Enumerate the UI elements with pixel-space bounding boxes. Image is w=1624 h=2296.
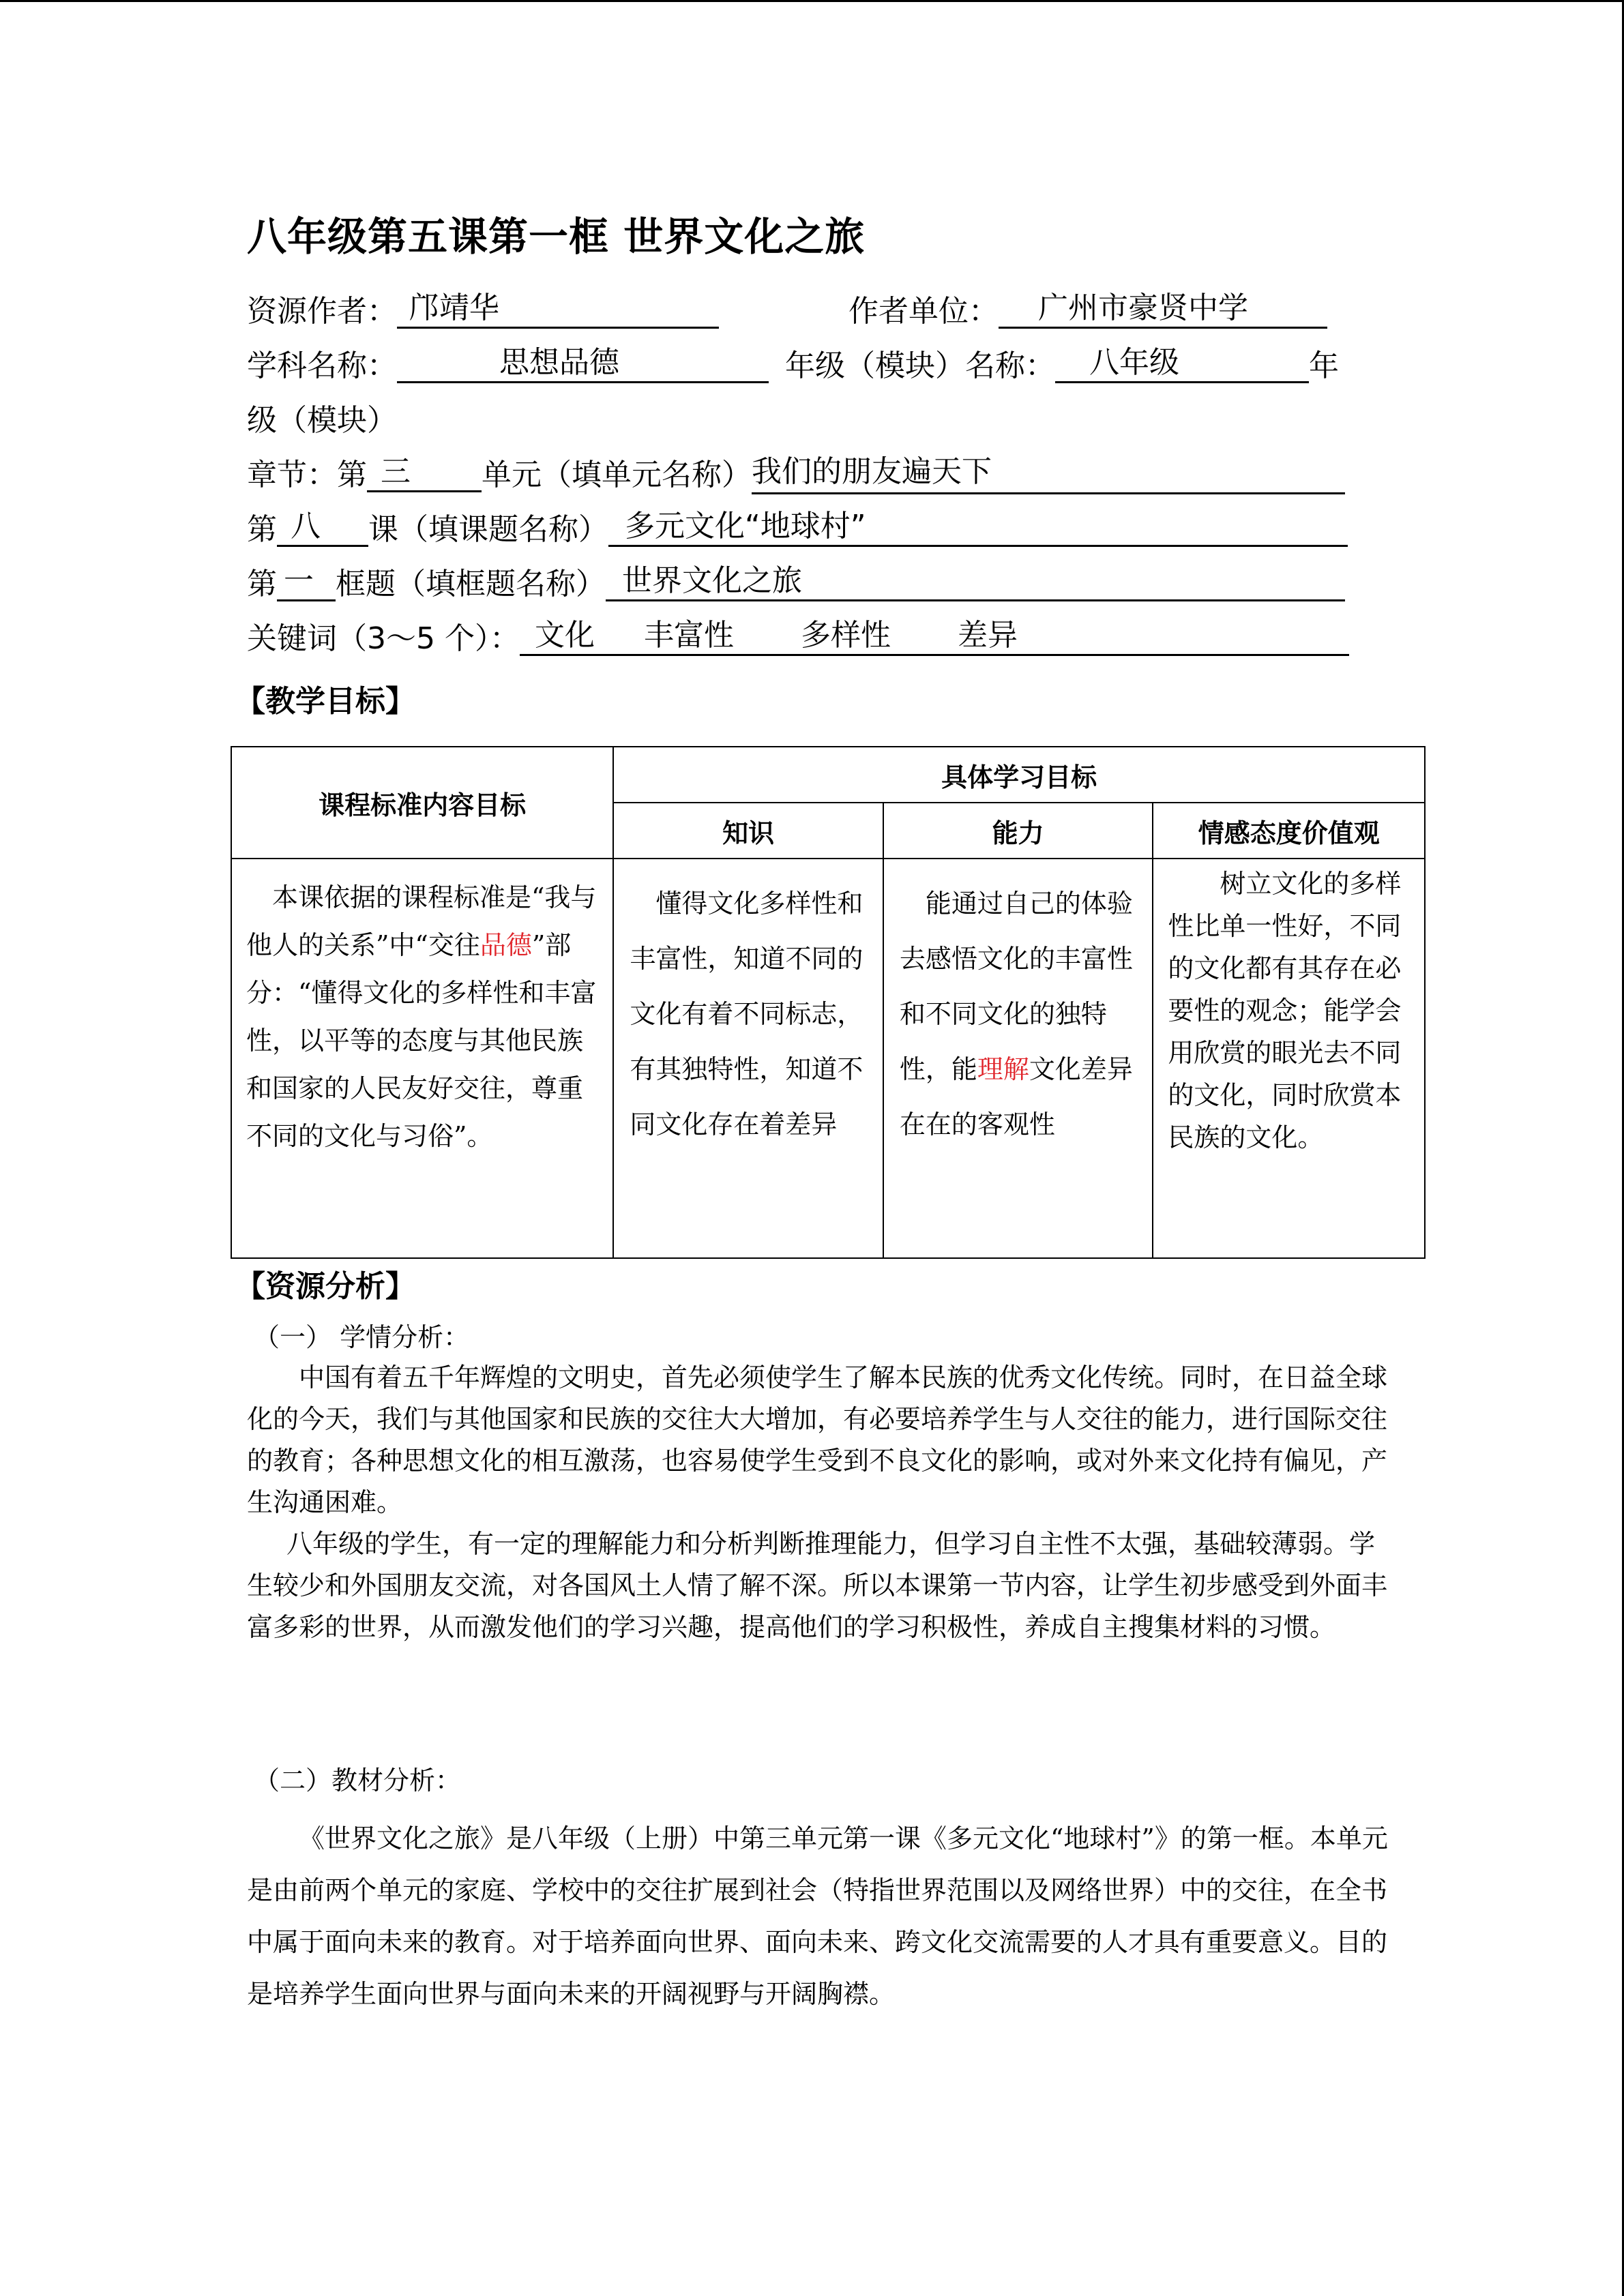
frame-line (247, 561, 1379, 608)
keyword: 文化 (534, 618, 595, 653)
subject-value: 思想品德 (397, 342, 769, 383)
keywords-value (520, 615, 1349, 656)
unit-value: 广州市豪贤中学 (999, 288, 1327, 329)
lesson-prefix: 第 (247, 512, 277, 547)
lesson-mid: 课（填课题名称） (368, 512, 608, 547)
grade-value: 八年级 (1055, 342, 1309, 383)
lesson-line (247, 506, 1379, 554)
student-analysis-heading: （一） 学情分析： (254, 1322, 470, 1352)
chapter-mid: 单元（填单元名称） (482, 458, 752, 492)
cell-standard (231, 859, 613, 1258)
frame-value: 世界文化之旅 (606, 561, 1345, 601)
keyword: 丰富性 (643, 618, 734, 653)
grade-line2: 级（模块） (247, 403, 397, 438)
frame-number: 一 (277, 561, 336, 601)
cell-ability (883, 859, 1153, 1258)
standard-text-highlight: 品德 (479, 930, 532, 960)
ability-text-b: 文化差异在在的客观性 (899, 1054, 1133, 1139)
frame-prefix: 第 (247, 567, 277, 601)
lesson-number: 八 (277, 506, 368, 547)
cell-attitude (1153, 859, 1425, 1258)
author-line (247, 288, 1379, 336)
chapter-value: 我们的朋友遍天下 (752, 451, 1345, 494)
attitude-text: 树立文化的多样性比单一性好，不同的文化都有其存在必要性的观念；能学会用欣赏的眼光去不同的文化，同时欣赏本民族的文化。 (1168, 869, 1402, 1152)
material-paragraph: 《世界文化之旅》是八年级（上册）中第三单元第一课《多元文化“地球村”》的第一框。本单元是由前两个单元的家庭、学校中的交往扩展到社会（特指世界范围以及网络世界）中的交往，在全书中属于面向未来的教育。对于培养面向世界、面向未来、跨文化交流需要的人才具有重要意义。目的是培养学生面向世界与面向未来的开阔视野与开阔胸襟。 (247, 1823, 1388, 2009)
chapter-line (247, 451, 1379, 499)
author-value: 邝靖华 (397, 288, 719, 329)
standard-text-b: ”部分：“懂得文化的多样性和丰富性，以平等的态度与其他民族和国家的人民友好交往，尊重不同的文化与习俗”。 (246, 930, 597, 1151)
goals-table (231, 746, 1426, 1259)
lesson-value: 多元文化“地球村” (608, 506, 1348, 547)
page-title: 八年级第五课第一框 世界文化之旅 (247, 213, 866, 260)
keywords-label: 关键词（3～5 个）： (247, 621, 520, 656)
standard-text-a: 本课依据的课程标准是“我与他人的关系”中“交往 (246, 882, 597, 960)
keyword: 多样性 (800, 618, 891, 653)
keyword: 差异 (957, 618, 1018, 653)
ability-text-a: 能通过自己的体验去感悟文化的丰富性和不同文化的独特性，能 (899, 889, 1133, 1084)
unit-label: 作者单位： (848, 294, 999, 329)
grade-label: 年级（模块）名称： (785, 348, 1055, 383)
header-standard: 课程标准内容目标 (231, 747, 613, 859)
grade-suffix: 年 (1309, 348, 1339, 383)
standard-text (233, 860, 612, 1174)
subject-label: 学科名称： (247, 348, 397, 383)
knowledge-text: 懂得文化多样性和丰富性，知道不同的文化有着不同标志，有其独特性，知道不同文化存在着差异 (630, 889, 863, 1139)
header-ability: 能力 (883, 803, 1153, 859)
page-border-top (0, 0, 1624, 2)
chapter-number: 三 (367, 451, 482, 492)
ability-text (885, 860, 1152, 1167)
ability-text-highlight: 理解 (977, 1054, 1029, 1084)
student-paragraph-2: 八年级的学生，有一定的理解能力和分析判断推理能力，但学习自主性不太强，基础较薄弱。学生较少和外国朋友交流，对各国风土人情了解不深。所以本课第一节内容，让学生初步感受到外面丰富多彩的世界，从而激发他们的学习兴趣，提高他们的学习积极性，养成自主搜集材料的习惯。 (247, 1529, 1388, 1642)
author-label: 资源作者： (247, 294, 397, 329)
cell-knowledge (613, 859, 883, 1258)
frame-mid: 框题（填框题名称） (336, 567, 606, 601)
chapter-prefix: 章节：第 (247, 458, 367, 492)
keywords-line (247, 615, 1379, 663)
header-knowledge: 知识 (613, 803, 883, 859)
resource-heading: 【资源分析】 (235, 1269, 415, 1304)
student-paragraph-1: 中国有着五千年辉煌的文明史，首先必须使学生了解本民族的优秀文化传统。同时，在日益全球化的今天，我们与其他国家和民族的交往大大增加，有必要培养学生与人交往的能力，进行国际交往的教育；各种思想文化的相互激荡，也容易使学生受到不良文化的影响，或对外来文化持有偏见，产生沟通困难。 (247, 1362, 1388, 1517)
goals-heading: 【教学目标】 (235, 684, 415, 719)
subject-line (247, 342, 1379, 390)
header-specific: 具体学习目标 (613, 747, 1425, 803)
header-attitude: 情感态度价值观 (1153, 803, 1425, 859)
material-analysis-heading: （二）教材分析： (254, 1765, 462, 1795)
